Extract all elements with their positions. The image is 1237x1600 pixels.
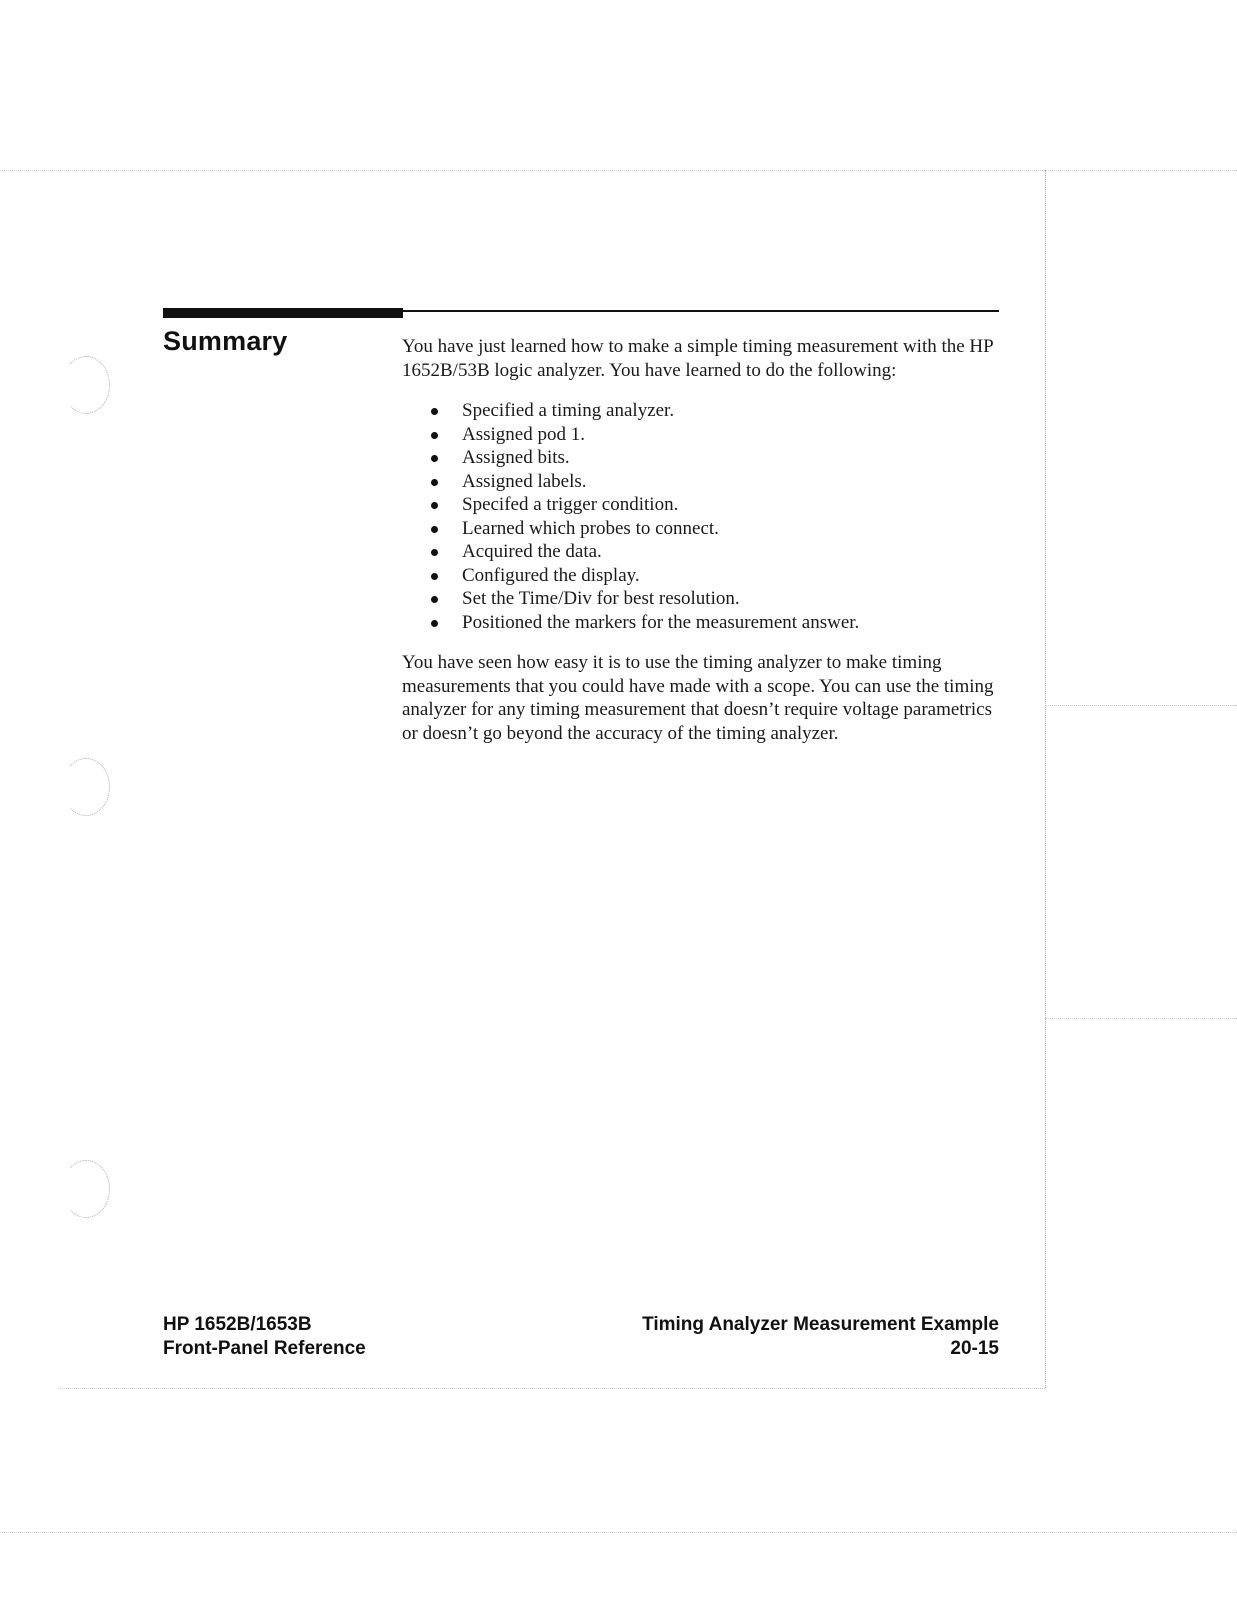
bullet-item [431, 587, 1002, 611]
bullet-icon [431, 620, 438, 627]
scan-edge-footer [0, 1532, 1237, 1533]
summary-bullet-list [402, 399, 1002, 634]
bullet-item [431, 423, 1002, 447]
bullet-item [431, 611, 1002, 635]
footer-manual-title: Front-Panel Reference [163, 1338, 366, 1359]
scan-tab-line-1 [1045, 705, 1237, 706]
footer-left [163, 1313, 366, 1361]
bullet-icon [431, 573, 438, 580]
bullet-text: Acquired the data. [462, 541, 602, 562]
footer-product-name: HP 1652B/1653B [163, 1314, 312, 1335]
bullet-item [431, 470, 1002, 494]
bullet-icon [431, 408, 438, 415]
bullet-icon [431, 596, 438, 603]
bullet-item [431, 517, 1002, 541]
bullet-text: Assigned labels. [462, 470, 587, 492]
bullet-text: Set the Time/Div for best resolution. [462, 588, 740, 609]
scan-tab-line-2 [1045, 1018, 1237, 1019]
scan-edge-bottom [60, 1388, 1045, 1389]
bullet-icon [431, 432, 438, 439]
bullet-icon [431, 455, 438, 462]
bullet-text: Assigned bits. [462, 447, 570, 468]
bullet-text: Specifed a trigger condition. [462, 494, 679, 515]
binder-hole-2 [62, 758, 110, 816]
bullet-text: Learned which probes to connect. [462, 517, 719, 539]
section-heading: Summary [163, 326, 288, 356]
bullet-item [431, 493, 1002, 517]
binder-hole-3 [62, 1160, 110, 1218]
bullet-text: Configured the display. [462, 564, 640, 586]
bullet-item [431, 399, 1002, 423]
section-rule-accent [163, 308, 403, 318]
bullet-item [431, 564, 1002, 588]
conclusion-paragraph: You have seen how easy it is to use the timing analyzer to make timing measurements that you could have made with a scope. You can use the timing analyzer for any timing measurement that doesn’t require voltage parametrics or doesn’t go beyond the accuracy of the timing analyzer. [402, 652, 994, 744]
page-number: 20-15 [950, 1338, 999, 1359]
intro-paragraph: You have just learned how to make a simple timing measurement with the HP 1652B/53B logic analyzer. You have learned to do the following: [402, 336, 994, 381]
scan-edge-top [0, 170, 1237, 171]
scan-page-edge [1045, 170, 1046, 1388]
bullet-text: Specified a timing analyzer. [462, 400, 675, 421]
bullet-icon [431, 479, 438, 486]
bullet-icon [431, 502, 438, 509]
footer-chapter-title: Timing Analyzer Measurement Example [642, 1314, 999, 1335]
body-text-column [402, 335, 1002, 745]
binder-hole-1 [62, 356, 110, 414]
footer-right [642, 1313, 999, 1361]
bullet-icon [431, 549, 438, 556]
bullet-item [431, 540, 1002, 564]
bullet-item [431, 446, 1002, 470]
bullet-icon [431, 526, 438, 533]
bullet-text: Assigned pod 1. [462, 423, 585, 445]
bullet-text: Positioned the markers for the measurement answer. [462, 611, 860, 633]
